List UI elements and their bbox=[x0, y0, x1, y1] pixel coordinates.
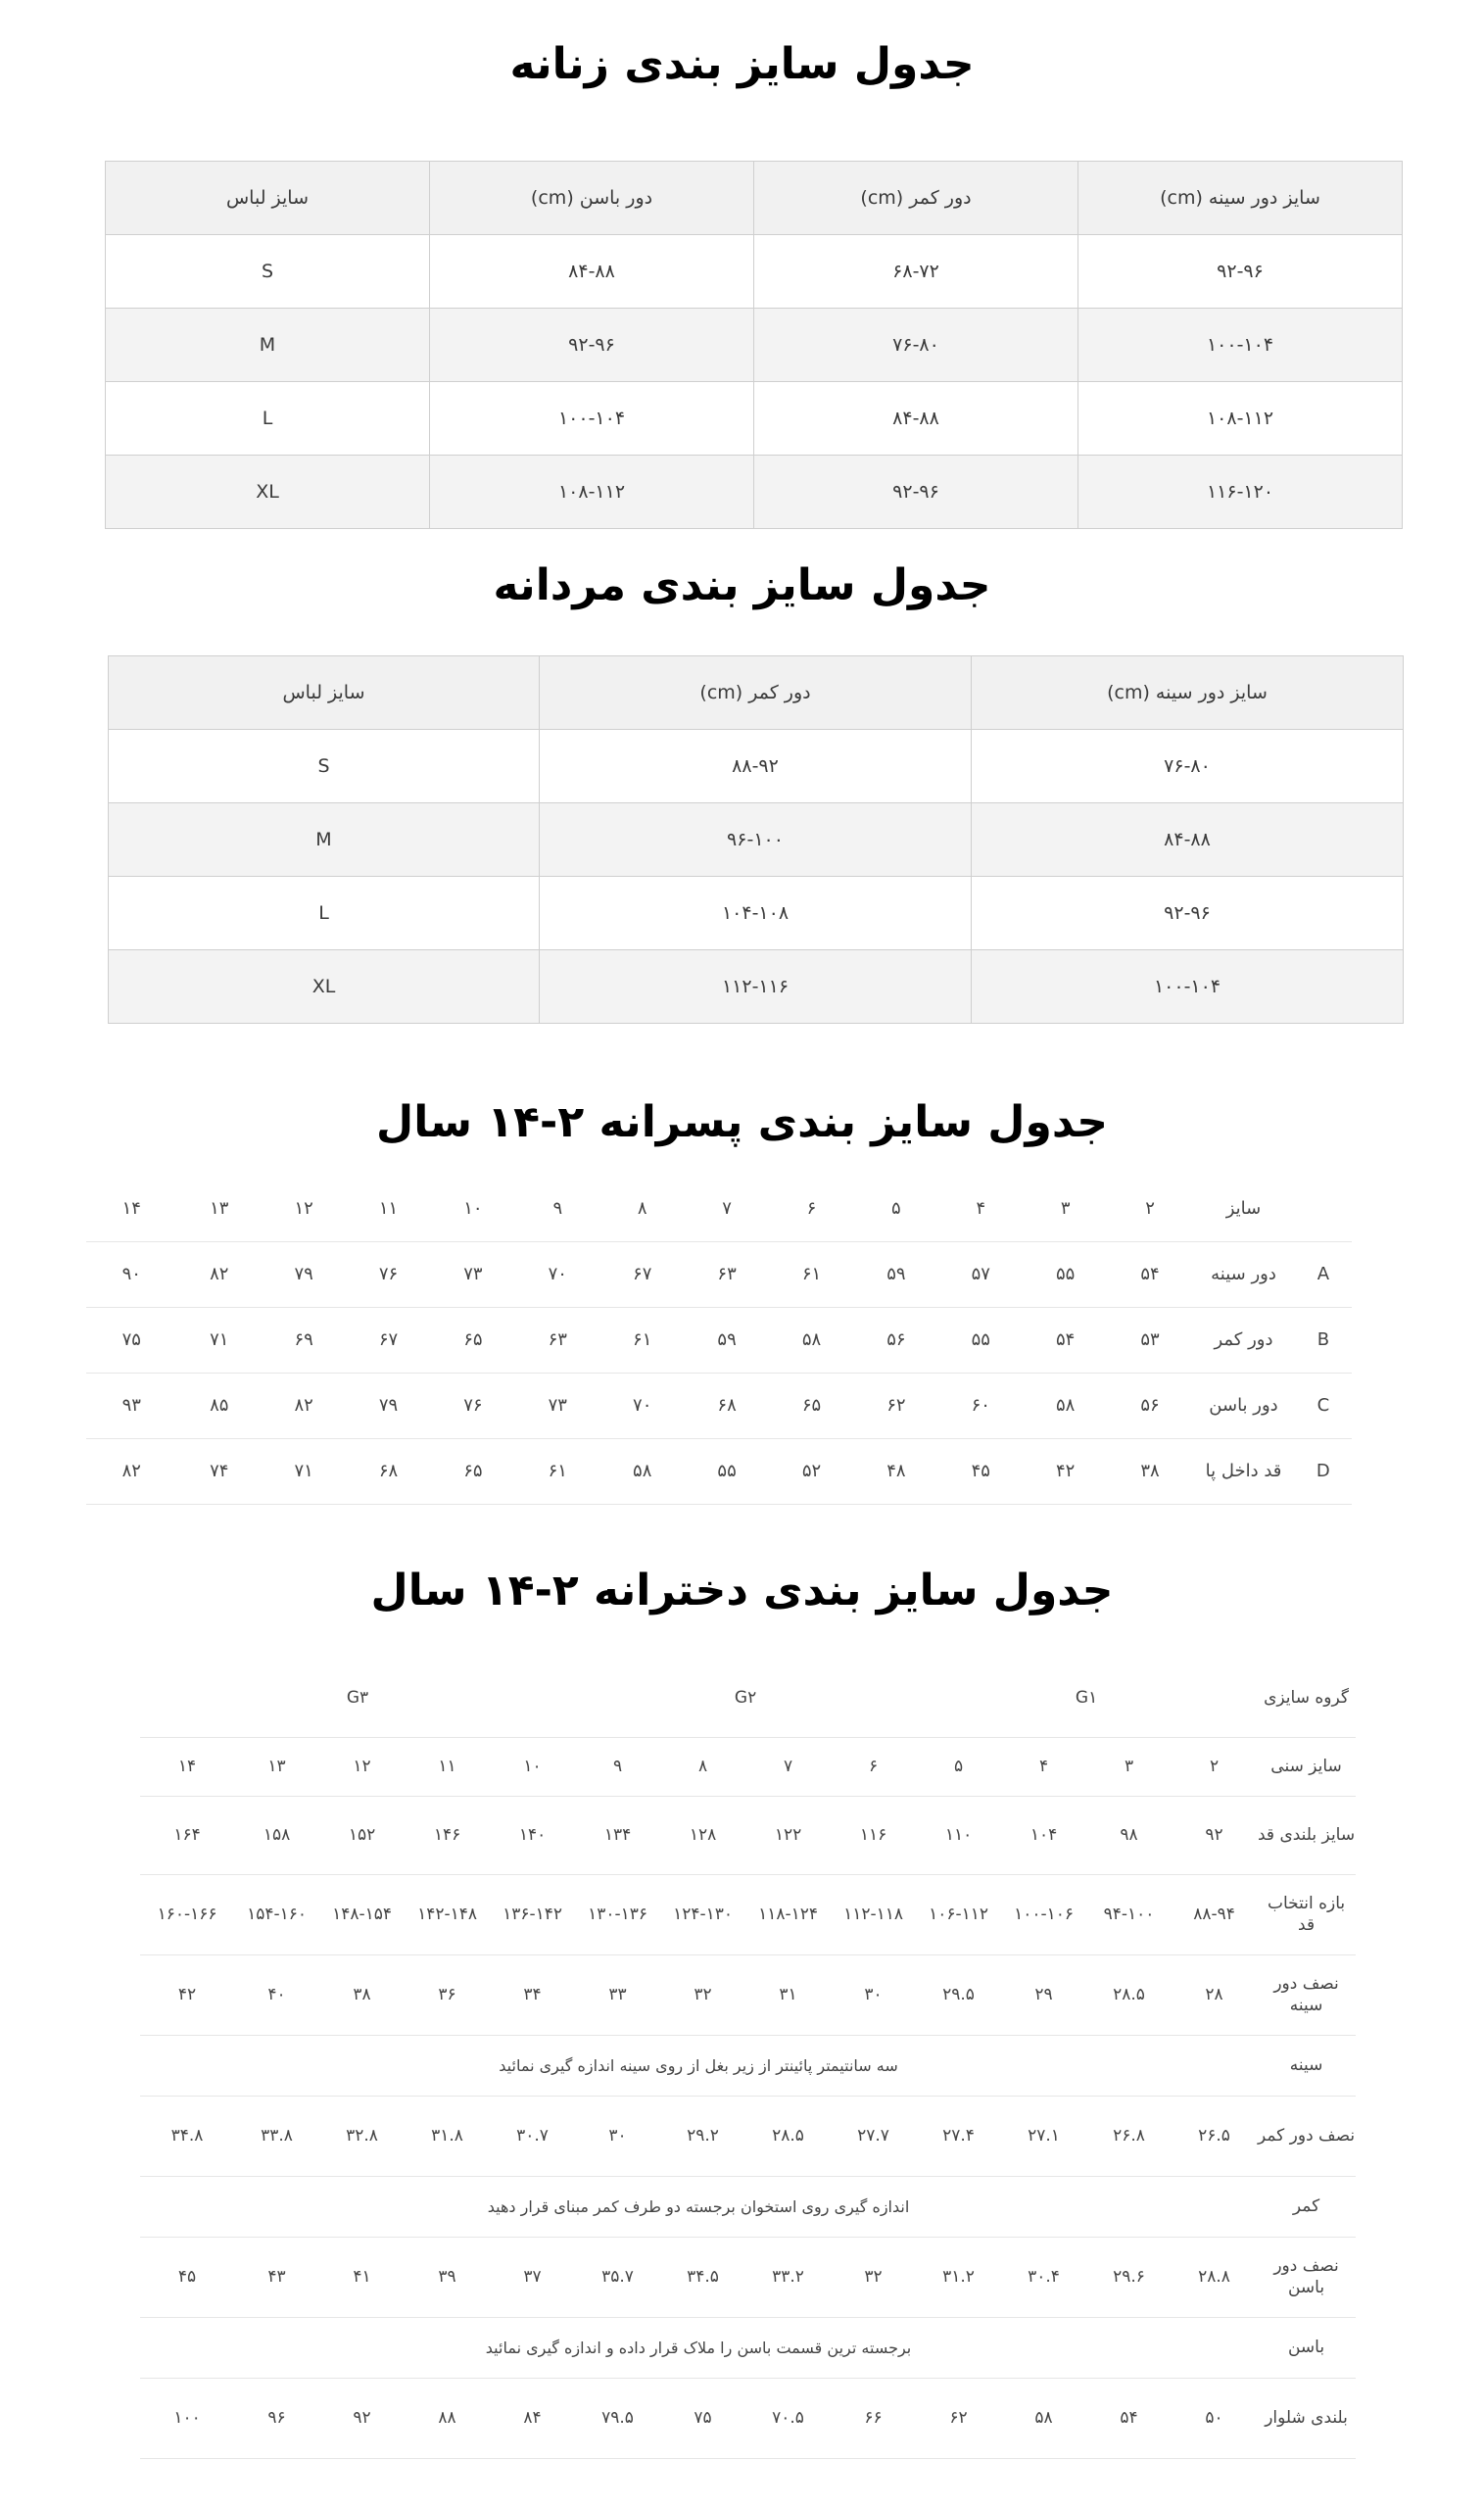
table-row bbox=[109, 730, 1404, 803]
value-cell: ۱۴۸-۱۵۴ bbox=[319, 1874, 405, 1954]
value-cell: ۸۲ bbox=[86, 1438, 177, 1504]
chest-note-row bbox=[140, 2035, 1356, 2096]
value-cell: ۴۸ bbox=[854, 1438, 938, 1504]
height-range-row bbox=[140, 1874, 1356, 1954]
value-cell: ۶ bbox=[831, 1737, 916, 1796]
value-cell: ۱۴ bbox=[140, 1737, 234, 1796]
value-cell: ۱۲۸ bbox=[660, 1796, 745, 1874]
table-cell: ۶۸-۷۲ bbox=[754, 235, 1078, 309]
size-cell: ۱۰ bbox=[431, 1176, 515, 1241]
column-header: سایز دور سینه (cm) bbox=[972, 656, 1404, 730]
value-cell: ۶۰ bbox=[938, 1373, 1023, 1438]
value-cell: ۴۲ bbox=[1023, 1438, 1107, 1504]
value-cell: ۳۸ bbox=[1108, 1438, 1192, 1504]
value-cell: ۱۱ bbox=[405, 1737, 490, 1796]
value-cell: ۶۲ bbox=[854, 1373, 938, 1438]
size-cell: ۱۳ bbox=[177, 1176, 262, 1241]
value-cell: ۶۸ bbox=[685, 1373, 769, 1438]
value-cell: ۱۵۴-۱۶۰ bbox=[234, 1874, 319, 1954]
value-cell: ۱۰۶-۱۱۲ bbox=[916, 1874, 1001, 1954]
value-cell: ۵۷ bbox=[938, 1241, 1023, 1307]
women-size-table bbox=[105, 161, 1403, 529]
value-cell: ۴۳ bbox=[234, 2237, 319, 2317]
table-cell: M bbox=[109, 803, 540, 877]
table-cell: XL bbox=[106, 456, 430, 529]
value-cell: ۳۸ bbox=[319, 1954, 405, 2035]
table-cell: ۹۶-۱۰۰ bbox=[540, 803, 972, 877]
table-cell: S bbox=[109, 730, 540, 803]
value-cell: ۲۹.۶ bbox=[1086, 2237, 1172, 2317]
value-cell: ۲۹.۲ bbox=[660, 2096, 745, 2176]
value-cell: ۱۴۲-۱۴۸ bbox=[405, 1874, 490, 1954]
table-cell: ۱۱۲-۱۱۶ bbox=[540, 950, 972, 1024]
column-header: سایز لباس bbox=[106, 162, 430, 235]
value-cell: ۱۰۰-۱۰۶ bbox=[1001, 1874, 1086, 1954]
group-cell: G۱ bbox=[916, 1659, 1257, 1737]
group-cell: G۲ bbox=[575, 1659, 916, 1737]
value-cell: ۵۶ bbox=[1108, 1373, 1192, 1438]
value-cell: ۲۷.۷ bbox=[831, 2096, 916, 2176]
value-cell: ۱۳۶-۱۴۲ bbox=[490, 1874, 575, 1954]
value-cell: ۶۱ bbox=[600, 1307, 685, 1373]
trouser-length-row bbox=[140, 2378, 1356, 2458]
table-cell: ۱۰۴-۱۰۸ bbox=[540, 877, 972, 950]
value-cell: ۷۶ bbox=[346, 1241, 430, 1307]
value-cell: ۷۹.۵ bbox=[575, 2378, 660, 2458]
row-code: C bbox=[1295, 1373, 1352, 1438]
column-header: دور کمر (cm) bbox=[754, 162, 1078, 235]
size-cell: ۹ bbox=[515, 1176, 599, 1241]
height-row bbox=[140, 1796, 1356, 1874]
row-code: A bbox=[1295, 1241, 1352, 1307]
value-cell: ۶۸ bbox=[346, 1438, 430, 1504]
value-cell: ۴۱ bbox=[319, 2237, 405, 2317]
value-cell: ۸۲ bbox=[262, 1373, 346, 1438]
value-cell: ۱۴۰ bbox=[490, 1796, 575, 1874]
age-row bbox=[140, 1737, 1356, 1796]
table-cell: ۹۲-۹۶ bbox=[430, 309, 754, 382]
row-label: سینه bbox=[1257, 2035, 1356, 2096]
value-cell: ۷۶ bbox=[431, 1373, 515, 1438]
size-cell: ۲ bbox=[1108, 1176, 1192, 1241]
value-cell: ۱۲۴-۱۳۰ bbox=[660, 1874, 745, 1954]
row-label: دور باسن bbox=[1192, 1373, 1294, 1438]
value-cell: ۹۳ bbox=[86, 1373, 177, 1438]
value-cell: ۵۴ bbox=[1108, 1241, 1192, 1307]
value-cell: ۳۳ bbox=[575, 1954, 660, 2035]
value-cell: ۱۵۲ bbox=[319, 1796, 405, 1874]
table-row bbox=[106, 382, 1403, 456]
value-cell: ۵۸ bbox=[1001, 2378, 1086, 2458]
value-cell: ۱۰ bbox=[490, 1737, 575, 1796]
hip-note-row bbox=[140, 2317, 1356, 2378]
row-label: دور سینه bbox=[1192, 1241, 1294, 1307]
code-cell bbox=[1295, 1176, 1352, 1241]
value-cell: ۹۲ bbox=[319, 2378, 405, 2458]
value-cell: ۹۶ bbox=[234, 2378, 319, 2458]
value-cell: ۸ bbox=[660, 1737, 745, 1796]
size-cell: ۳ bbox=[1023, 1176, 1107, 1241]
value-cell: ۵۵ bbox=[1023, 1241, 1107, 1307]
value-cell: ۵۸ bbox=[769, 1307, 853, 1373]
value-cell: ۶۹ bbox=[262, 1307, 346, 1373]
size-cell: ۷ bbox=[685, 1176, 769, 1241]
value-cell: ۹۲ bbox=[1172, 1796, 1257, 1874]
value-cell: ۳۷ bbox=[490, 2237, 575, 2317]
value-cell: ۳۲ bbox=[660, 1954, 745, 2035]
half-waist-row bbox=[140, 2096, 1356, 2176]
row-label: دور کمر bbox=[1192, 1307, 1294, 1373]
table-cell: M bbox=[106, 309, 430, 382]
value-cell: ۷۳ bbox=[515, 1373, 599, 1438]
value-cell: ۳۴.۵ bbox=[660, 2237, 745, 2317]
value-cell: ۵۵ bbox=[685, 1438, 769, 1504]
table-row bbox=[109, 950, 1404, 1024]
value-cell: ۳۱ bbox=[745, 1954, 831, 2035]
size-cell: ۱۱ bbox=[346, 1176, 430, 1241]
value-cell: ۷۳ bbox=[431, 1241, 515, 1307]
table-cell: L bbox=[109, 877, 540, 950]
value-cell: ۱۶۰-۱۶۶ bbox=[140, 1874, 234, 1954]
size-cell: ۵ bbox=[854, 1176, 938, 1241]
boys-table-body bbox=[86, 1176, 1352, 1504]
value-cell: ۹ bbox=[575, 1737, 660, 1796]
value-cell: ۱۲۲ bbox=[745, 1796, 831, 1874]
table-row bbox=[106, 235, 1403, 309]
value-cell: ۱۰۰ bbox=[140, 2378, 234, 2458]
value-cell: ۱۱۸-۱۲۴ bbox=[745, 1874, 831, 1954]
value-cell: ۶۳ bbox=[685, 1241, 769, 1307]
value-cell: ۷۹ bbox=[346, 1373, 430, 1438]
men-size-table bbox=[108, 655, 1404, 1024]
value-cell: ۲۷.۴ bbox=[916, 2096, 1001, 2176]
boys-table-title: جدول سایز بندی پسرانه ۲-۱۴ سال bbox=[376, 1097, 1108, 1147]
value-cell: ۷۹ bbox=[262, 1241, 346, 1307]
value-cell: ۴۵ bbox=[140, 2237, 234, 2317]
value-cell: ۳ bbox=[1086, 1737, 1172, 1796]
row-code: D bbox=[1295, 1438, 1352, 1504]
value-cell: ۲۸.۵ bbox=[1086, 1954, 1172, 2035]
row-label: بازه انتخاب قد bbox=[1257, 1874, 1356, 1954]
value-cell: ۵۳ bbox=[1108, 1307, 1192, 1373]
table-cell: L bbox=[106, 382, 430, 456]
value-cell: ۲۹ bbox=[1001, 1954, 1086, 2035]
boys-size-table bbox=[86, 1176, 1352, 1505]
value-cell: ۵۴ bbox=[1023, 1307, 1107, 1373]
men-table-body bbox=[109, 656, 1404, 1024]
value-cell: ۲۶.۸ bbox=[1086, 2096, 1172, 2176]
girls-table-title: جدول سایز بندی دخترانه ۲-۱۴ سال bbox=[370, 1566, 1114, 1616]
table-header-row bbox=[109, 656, 1404, 730]
value-cell: ۱۰۴ bbox=[1001, 1796, 1086, 1874]
value-cell: ۴ bbox=[1001, 1737, 1086, 1796]
table-row bbox=[109, 803, 1404, 877]
value-cell: ۱۳۴ bbox=[575, 1796, 660, 1874]
row-label: نصف دور سینه bbox=[1257, 1954, 1356, 2035]
measurement-row bbox=[86, 1307, 1352, 1373]
measurement-note: اندازه گیری روی استخوان برجسته دو طرف کمر مبنای قرار دهید bbox=[140, 2176, 1257, 2237]
measurement-row bbox=[86, 1241, 1352, 1307]
value-cell: ۹۰ bbox=[86, 1241, 177, 1307]
value-cell: ۷۱ bbox=[177, 1307, 262, 1373]
value-cell: ۲۶.۵ bbox=[1172, 2096, 1257, 2176]
value-cell: ۸۸ bbox=[405, 2378, 490, 2458]
table-cell: ۸۴-۸۸ bbox=[972, 803, 1404, 877]
value-cell: ۸۸-۹۴ bbox=[1172, 1874, 1257, 1954]
value-cell: ۶۶ bbox=[831, 2378, 916, 2458]
value-cell: ۳۹ bbox=[405, 2237, 490, 2317]
size-cell: ۱۴ bbox=[86, 1176, 177, 1241]
value-cell: ۶۵ bbox=[431, 1438, 515, 1504]
value-cell: ۷۵ bbox=[86, 1307, 177, 1373]
value-cell: ۷۱ bbox=[262, 1438, 346, 1504]
row-label: گروه سایزی bbox=[1257, 1659, 1356, 1737]
value-cell: ۹۴-۱۰۰ bbox=[1086, 1874, 1172, 1954]
row-label: سایز bbox=[1192, 1176, 1294, 1241]
value-cell: ۳۵.۷ bbox=[575, 2237, 660, 2317]
value-cell: ۸۴ bbox=[490, 2378, 575, 2458]
value-cell: ۱۱۰ bbox=[916, 1796, 1001, 1874]
measurement-note: سه سانتیمتر پائینتر از زیر بغل از روی سینه اندازه گیری نمائید bbox=[140, 2035, 1257, 2096]
value-cell: ۲۸.۵ bbox=[745, 2096, 831, 2176]
value-cell: ۷ bbox=[745, 1737, 831, 1796]
value-cell: ۷۴ bbox=[177, 1438, 262, 1504]
value-cell: ۱۵۸ bbox=[234, 1796, 319, 1874]
men-table-title: جدول سایز بندی مردانه bbox=[493, 560, 991, 610]
row-label: نصف دور کمر bbox=[1257, 2096, 1356, 2176]
value-cell: ۱۲ bbox=[319, 1737, 405, 1796]
value-cell: ۳۴ bbox=[490, 1954, 575, 2035]
value-cell: ۳۴.۸ bbox=[140, 2096, 234, 2176]
value-cell: ۳۰.۴ bbox=[1001, 2237, 1086, 2317]
value-cell: ۶۵ bbox=[431, 1307, 515, 1373]
value-cell: ۵۵ bbox=[938, 1307, 1023, 1373]
girls-size-table bbox=[140, 1659, 1356, 2459]
row-label: سایز بلندی قد bbox=[1257, 1796, 1356, 1874]
value-cell: ۵۰ bbox=[1172, 2378, 1257, 2458]
size-cell: ۴ bbox=[938, 1176, 1023, 1241]
value-cell: ۱۳ bbox=[234, 1737, 319, 1796]
value-cell: ۵ bbox=[916, 1737, 1001, 1796]
value-cell: ۶۷ bbox=[346, 1307, 430, 1373]
table-cell: ۹۲-۹۶ bbox=[1078, 235, 1403, 309]
value-cell: ۵۹ bbox=[685, 1307, 769, 1373]
column-header: سایز لباس bbox=[109, 656, 540, 730]
table-cell: ۱۰۰-۱۰۴ bbox=[1078, 309, 1403, 382]
table-row bbox=[106, 456, 1403, 529]
table-cell: ۱۰۸-۱۱۲ bbox=[1078, 382, 1403, 456]
row-label: کمر bbox=[1257, 2176, 1356, 2237]
value-cell: ۵۴ bbox=[1086, 2378, 1172, 2458]
value-cell: ۱۱۶ bbox=[831, 1796, 916, 1874]
value-cell: ۶۱ bbox=[769, 1241, 853, 1307]
value-cell: ۶۳ bbox=[515, 1307, 599, 1373]
table-cell: ۱۰۸-۱۱۲ bbox=[430, 456, 754, 529]
size-header-row bbox=[86, 1176, 1352, 1241]
value-cell: ۳۰.۷ bbox=[490, 2096, 575, 2176]
value-cell: ۸۲ bbox=[177, 1241, 262, 1307]
women-table-body bbox=[106, 162, 1403, 529]
row-label: باسن bbox=[1257, 2317, 1356, 2378]
half-chest-row bbox=[140, 1954, 1356, 2035]
table-cell: ۱۰۰-۱۰۴ bbox=[430, 382, 754, 456]
group-row bbox=[140, 1659, 1356, 1737]
table-cell: ۹۲-۹۶ bbox=[754, 456, 1078, 529]
table-cell: ۸۴-۸۸ bbox=[754, 382, 1078, 456]
value-cell: ۱۴۶ bbox=[405, 1796, 490, 1874]
value-cell: ۴۰ bbox=[234, 1954, 319, 2035]
value-cell: ۳۶ bbox=[405, 1954, 490, 2035]
value-cell: ۲۸.۸ bbox=[1172, 2237, 1257, 2317]
women-table-title: جدول سایز بندی زنانه bbox=[509, 39, 975, 89]
value-cell: ۳۱.۸ bbox=[405, 2096, 490, 2176]
value-cell: ۹۸ bbox=[1086, 1796, 1172, 1874]
measurement-note: برجسته ترین قسمت باسن را ملاک قرار داده و اندازه گیری نمائید bbox=[140, 2317, 1257, 2378]
size-cell: ۸ bbox=[600, 1176, 685, 1241]
value-cell: ۴۵ bbox=[938, 1438, 1023, 1504]
table-cell: ۸۴-۸۸ bbox=[430, 235, 754, 309]
value-cell: ۳۲ bbox=[831, 2237, 916, 2317]
value-cell: ۳۳.۸ bbox=[234, 2096, 319, 2176]
value-cell: ۲۸ bbox=[1172, 1954, 1257, 2035]
table-cell: ۱۰۰-۱۰۴ bbox=[972, 950, 1404, 1024]
value-cell: ۱۱۲-۱۱۸ bbox=[831, 1874, 916, 1954]
value-cell: ۶۵ bbox=[769, 1373, 853, 1438]
value-cell: ۳۲.۸ bbox=[319, 2096, 405, 2176]
group-cell: G۳ bbox=[140, 1659, 575, 1737]
row-label: قد داخل پا bbox=[1192, 1438, 1294, 1504]
value-cell: ۴۲ bbox=[140, 1954, 234, 2035]
value-cell: ۵۸ bbox=[600, 1438, 685, 1504]
value-cell: ۳۳.۲ bbox=[745, 2237, 831, 2317]
waist-note-row bbox=[140, 2176, 1356, 2237]
table-cell: ۷۶-۸۰ bbox=[972, 730, 1404, 803]
table-cell: ۸۸-۹۲ bbox=[540, 730, 972, 803]
value-cell: ۲۹.۵ bbox=[916, 1954, 1001, 2035]
value-cell: ۵۶ bbox=[854, 1307, 938, 1373]
value-cell: ۵۸ bbox=[1023, 1373, 1107, 1438]
value-cell: ۷۰ bbox=[515, 1241, 599, 1307]
table-cell: ۹۲-۹۶ bbox=[972, 877, 1404, 950]
table-row bbox=[109, 877, 1404, 950]
size-cell: ۱۲ bbox=[262, 1176, 346, 1241]
row-label: بلندی شلوار bbox=[1257, 2378, 1356, 2458]
value-cell: ۱۳۰-۱۳۶ bbox=[575, 1874, 660, 1954]
value-cell: ۷۰.۵ bbox=[745, 2378, 831, 2458]
table-row bbox=[106, 309, 1403, 382]
value-cell: ۳۰ bbox=[575, 2096, 660, 2176]
row-code: B bbox=[1295, 1307, 1352, 1373]
column-header: دور باسن (cm) bbox=[430, 162, 754, 235]
value-cell: ۶۲ bbox=[916, 2378, 1001, 2458]
value-cell: ۵۲ bbox=[769, 1438, 853, 1504]
column-header: سایز دور سینه (cm) bbox=[1078, 162, 1403, 235]
girls-table-body bbox=[140, 1659, 1356, 2458]
table-cell: S bbox=[106, 235, 430, 309]
value-cell: ۶۱ bbox=[515, 1438, 599, 1504]
value-cell: ۲ bbox=[1172, 1737, 1257, 1796]
value-cell: ۵۹ bbox=[854, 1241, 938, 1307]
measurement-row bbox=[86, 1438, 1352, 1504]
value-cell: ۳۰ bbox=[831, 1954, 916, 2035]
value-cell: ۲۷.۱ bbox=[1001, 2096, 1086, 2176]
half-hip-row bbox=[140, 2237, 1356, 2317]
column-header: دور کمر (cm) bbox=[540, 656, 972, 730]
value-cell: ۷۵ bbox=[660, 2378, 745, 2458]
value-cell: ۶۷ bbox=[600, 1241, 685, 1307]
value-cell: ۸۵ bbox=[177, 1373, 262, 1438]
size-cell: ۶ bbox=[769, 1176, 853, 1241]
table-header-row bbox=[106, 162, 1403, 235]
table-cell: XL bbox=[109, 950, 540, 1024]
row-label: سایز سنی bbox=[1257, 1737, 1356, 1796]
value-cell: ۷۰ bbox=[600, 1373, 685, 1438]
value-cell: ۱۶۴ bbox=[140, 1796, 234, 1874]
table-cell: ۱۱۶-۱۲۰ bbox=[1078, 456, 1403, 529]
table-cell: ۷۶-۸۰ bbox=[754, 309, 1078, 382]
row-label: نصف دور باسن bbox=[1257, 2237, 1356, 2317]
measurement-row bbox=[86, 1373, 1352, 1438]
value-cell: ۳۱.۲ bbox=[916, 2237, 1001, 2317]
